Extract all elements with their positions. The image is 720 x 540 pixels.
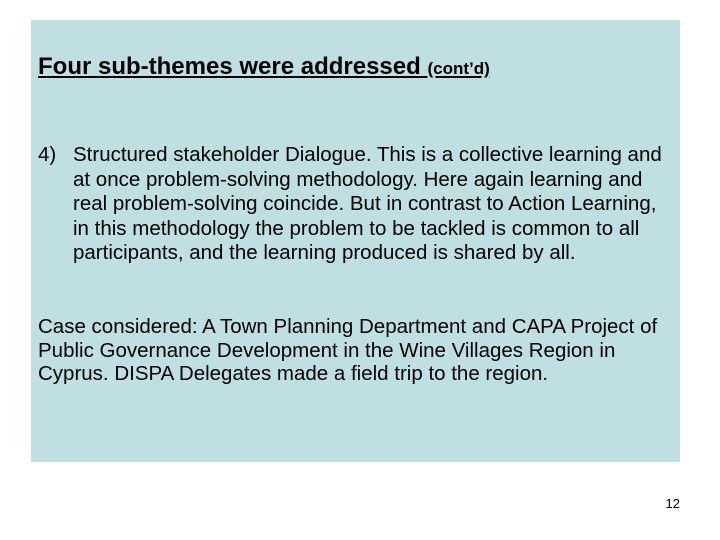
numbered-item xyxy=(38,143,678,266)
slide-title xyxy=(38,52,678,84)
slide-title-main: Four sub-themes were addressed xyxy=(38,53,421,80)
item-number: 4) xyxy=(38,143,57,166)
page-number: 12 xyxy=(665,496,680,511)
case-considered-text: Case considered: A Town Planning Department and CAPA Project of Public Governance Development in the Wine Villages Region in Cyprus. DISPA Delegates made a field trip to the region. xyxy=(38,315,658,385)
slide-title-sub: (cont’d) xyxy=(427,59,490,78)
item-text: Structured stakeholder Dialogue. This is a collective learning and at once problem-solving methodology. Here again learning and real problem-solving coincide. But in contrast to Action Learning, in this methodology the problem to be tackled is common to all participants, and the learning produced is shared by all. xyxy=(73,143,662,265)
